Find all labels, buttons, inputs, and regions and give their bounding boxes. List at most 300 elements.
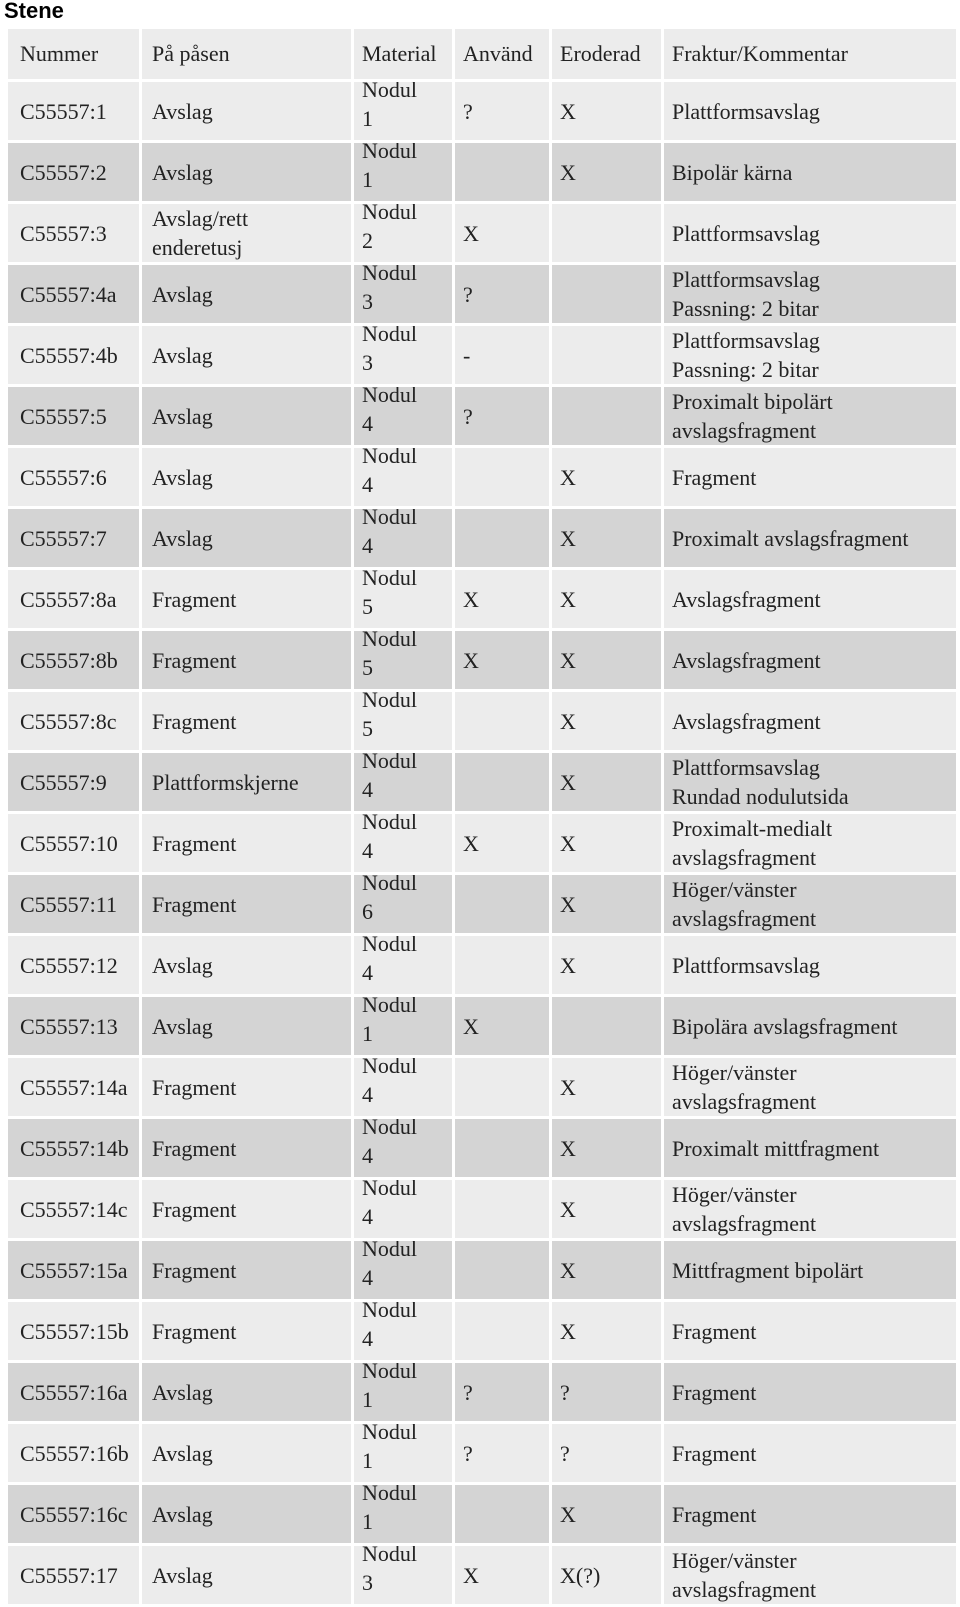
cell-eroderad (551, 508, 663, 569)
table-row (7, 325, 958, 386)
cell-eroderad (551, 691, 663, 752)
cell-nummer-text: C55557:15b (20, 1318, 129, 1344)
cell-kommentar-text: Plattformsavslag Passning: 2 bitar (672, 267, 820, 321)
cell-kommentar (663, 1423, 958, 1484)
table-row (7, 1240, 958, 1301)
cell-kommentar (663, 1301, 958, 1362)
cell-pa-pasen-text: Fragment (152, 1196, 237, 1222)
cell-eroderad (551, 386, 663, 447)
cell-eroderad (551, 1301, 663, 1362)
cell-kommentar-text: Avslagsfragment (672, 647, 821, 673)
cell-material (353, 1484, 454, 1545)
cell-eroderad (551, 1423, 663, 1484)
stones-table (5, 26, 959, 1607)
cell-nummer (7, 142, 141, 203)
cell-nummer (7, 1484, 141, 1545)
cell-nummer-text: C55557:5 (20, 403, 107, 429)
cell-nummer (7, 569, 141, 630)
cell-pa-pasen (141, 203, 353, 264)
cell-pa-pasen-text: Fragment (152, 586, 237, 612)
cell-kommentar-text: Fragment (672, 1501, 757, 1527)
cell-kommentar-text: Plattformsavslag (672, 98, 820, 124)
cell-kommentar-text: Bipolära avslagsfragment (672, 1013, 898, 1039)
cell-material (353, 1423, 454, 1484)
cell-material-text: Nodul 3 (362, 324, 417, 375)
cell-kommentar-text: Höger/vänster avslagsfragment (672, 1060, 817, 1114)
cell-anvand-text: X (463, 220, 479, 246)
cell-eroderad-text: X (560, 952, 576, 978)
cell-material (353, 752, 454, 813)
cell-pa-pasen (141, 1179, 353, 1240)
cell-anvand (454, 508, 551, 569)
table-row (7, 1057, 958, 1118)
cell-kommentar-text: Fragment (672, 1379, 757, 1405)
cell-anvand-text: X (463, 647, 479, 673)
cell-material-text: Nodul 4 (362, 1300, 417, 1351)
cell-pa-pasen-text: Avslag (152, 525, 213, 551)
cell-material-text: Nodul 6 (362, 873, 417, 924)
cell-nummer-text: C55557:8b (20, 647, 118, 673)
cell-eroderad (551, 752, 663, 813)
cell-eroderad-text: ? (560, 1379, 570, 1405)
cell-nummer (7, 874, 141, 935)
cell-eroderad-text: X (560, 464, 576, 490)
table-row (7, 1423, 958, 1484)
cell-anvand (454, 1423, 551, 1484)
cell-pa-pasen (141, 447, 353, 508)
cell-eroderad (551, 1179, 663, 1240)
cell-nummer (7, 935, 141, 996)
cell-pa-pasen (141, 1240, 353, 1301)
cell-material (353, 691, 454, 752)
cell-pa-pasen (141, 264, 353, 325)
cell-anvand (454, 1179, 551, 1240)
column-header-material: Material (353, 28, 454, 81)
cell-anvand (454, 569, 551, 630)
cell-kommentar (663, 81, 958, 142)
cell-anvand-text: ? (463, 98, 473, 124)
column-header-kommentar: Fraktur/Kommentar (663, 28, 958, 81)
cell-material (353, 264, 454, 325)
cell-kommentar (663, 1484, 958, 1545)
cell-kommentar-text: Plattformsavslag (672, 952, 820, 978)
cell-nummer-text: C55557:2 (20, 159, 107, 185)
cell-material (353, 386, 454, 447)
cell-eroderad (551, 1057, 663, 1118)
cell-material (353, 630, 454, 691)
cell-material (353, 325, 454, 386)
cell-material-text: Nodul 3 (362, 1544, 417, 1595)
cell-anvand (454, 935, 551, 996)
cell-nummer (7, 1118, 141, 1179)
cell-anvand (454, 142, 551, 203)
cell-anvand-text: ? (463, 281, 473, 307)
table-row (7, 81, 958, 142)
cell-nummer (7, 1240, 141, 1301)
cell-eroderad (551, 1545, 663, 1606)
cell-anvand (454, 691, 551, 752)
cell-anvand (454, 81, 551, 142)
cell-material (353, 1362, 454, 1423)
table-body (7, 28, 958, 1606)
cell-eroderad-text: X (560, 891, 576, 917)
cell-anvand-text: X (463, 830, 479, 856)
cell-kommentar-text: Proximalt-medialt avslagsfragment (672, 816, 833, 870)
cell-nummer (7, 386, 141, 447)
cell-material-text: Nodul 2 (362, 202, 417, 253)
cell-material (353, 1179, 454, 1240)
cell-nummer-text: C55557:8c (20, 708, 117, 734)
cell-pa-pasen-text: Fragment (152, 708, 237, 734)
cell-nummer-text: C55557:4b (20, 342, 118, 368)
cell-material (353, 1057, 454, 1118)
cell-kommentar (663, 935, 958, 996)
cell-kommentar-text: Höger/vänster avslagsfragment (672, 1182, 817, 1236)
cell-nummer-text: C55557:11 (20, 891, 117, 917)
cell-pa-pasen (141, 1423, 353, 1484)
cell-pa-pasen (141, 1057, 353, 1118)
cell-anvand (454, 1057, 551, 1118)
cell-nummer-text: C55557:10 (20, 830, 118, 856)
cell-kommentar-text: Plattformsavslag (672, 220, 820, 246)
cell-pa-pasen (141, 996, 353, 1057)
cell-pa-pasen (141, 935, 353, 996)
table-row (7, 752, 958, 813)
cell-anvand-text: ? (463, 1379, 473, 1405)
cell-nummer (7, 1423, 141, 1484)
cell-pa-pasen-text: Avslag (152, 1440, 213, 1466)
cell-kommentar (663, 142, 958, 203)
cell-pa-pasen-text: Avslag (152, 1379, 213, 1405)
cell-eroderad-text: X (560, 1074, 576, 1100)
cell-eroderad (551, 569, 663, 630)
cell-anvand (454, 447, 551, 508)
header-row (7, 28, 958, 81)
cell-material-text: Nodul 4 (362, 1056, 417, 1107)
cell-material (353, 996, 454, 1057)
cell-kommentar-text: Avslagsfragment (672, 586, 821, 612)
cell-material (353, 874, 454, 935)
cell-kommentar (663, 325, 958, 386)
cell-eroderad-text: X (560, 98, 576, 124)
cell-eroderad-text: X (560, 586, 576, 612)
cell-nummer-text: C55557:7 (20, 525, 107, 551)
table-row (7, 1362, 958, 1423)
cell-kommentar (663, 508, 958, 569)
cell-kommentar-text: Avslagsfragment (672, 708, 821, 734)
cell-material-text: Nodul 5 (362, 629, 417, 680)
cell-pa-pasen (141, 1301, 353, 1362)
cell-kommentar (663, 752, 958, 813)
cell-kommentar (663, 264, 958, 325)
cell-eroderad (551, 630, 663, 691)
cell-eroderad-text: X(?) (560, 1562, 601, 1588)
cell-material (353, 569, 454, 630)
cell-pa-pasen (141, 874, 353, 935)
cell-anvand-text: X (463, 586, 479, 612)
cell-material-text: Nodul 4 (362, 507, 417, 558)
cell-pa-pasen-text: Avslag (152, 464, 213, 490)
cell-anvand (454, 1240, 551, 1301)
cell-pa-pasen-text: Avslag (152, 98, 213, 124)
cell-pa-pasen-text: Fragment (152, 1135, 237, 1161)
cell-nummer-text: C55557:14c (20, 1196, 128, 1222)
cell-pa-pasen (141, 81, 353, 142)
cell-nummer (7, 1362, 141, 1423)
cell-material (353, 81, 454, 142)
cell-pa-pasen (141, 142, 353, 203)
cell-pa-pasen-text: Fragment (152, 891, 237, 917)
cell-nummer (7, 81, 141, 142)
cell-kommentar-text: Fragment (672, 464, 757, 490)
cell-material (353, 203, 454, 264)
cell-pa-pasen (141, 1545, 353, 1606)
table-row (7, 1301, 958, 1362)
cell-kommentar-text: Fragment (672, 1440, 757, 1466)
table-row (7, 813, 958, 874)
cell-kommentar (663, 813, 958, 874)
cell-material-text: Nodul 1 (362, 995, 417, 1046)
cell-nummer-text: C55557:16b (20, 1440, 129, 1466)
cell-kommentar-text: Bipolär kärna (672, 159, 793, 185)
cell-material-text: Nodul 5 (362, 690, 417, 741)
cell-eroderad (551, 325, 663, 386)
table-row (7, 691, 958, 752)
cell-material-text: Nodul 4 (362, 934, 417, 985)
cell-eroderad (551, 813, 663, 874)
cell-anvand-text: ? (463, 403, 473, 429)
cell-eroderad-text: ? (560, 1440, 570, 1466)
cell-pa-pasen-text: Avslag (152, 342, 213, 368)
cell-pa-pasen-text: Fragment (152, 830, 237, 856)
cell-pa-pasen-text: Fragment (152, 1257, 237, 1283)
cell-pa-pasen-text: Avslag/rett enderetusj (152, 206, 249, 260)
cell-eroderad-text: X (560, 1318, 576, 1344)
cell-pa-pasen (141, 630, 353, 691)
cell-nummer-text: C55557:8a (20, 586, 117, 612)
cell-material (353, 1118, 454, 1179)
cell-anvand (454, 1118, 551, 1179)
cell-nummer (7, 203, 141, 264)
cell-pa-pasen-text: Avslag (152, 281, 213, 307)
cell-eroderad-text: X (560, 830, 576, 856)
cell-nummer-text: C55557:3 (20, 220, 107, 246)
column-header-pa-pasen: På påsen (141, 28, 353, 81)
cell-pa-pasen (141, 691, 353, 752)
cell-nummer (7, 813, 141, 874)
cell-nummer-text: C55557:17 (20, 1562, 118, 1588)
table-row (7, 874, 958, 935)
cell-anvand (454, 874, 551, 935)
cell-kommentar (663, 1362, 958, 1423)
cell-eroderad (551, 142, 663, 203)
cell-eroderad (551, 81, 663, 142)
cell-pa-pasen-text: Avslag (152, 1013, 213, 1039)
cell-kommentar (663, 1057, 958, 1118)
cell-anvand (454, 1545, 551, 1606)
cell-anvand (454, 1301, 551, 1362)
cell-pa-pasen (141, 813, 353, 874)
cell-anvand (454, 203, 551, 264)
cell-material (353, 447, 454, 508)
cell-material-text: Nodul 1 (362, 141, 417, 192)
cell-anvand-text: X (463, 1013, 479, 1039)
cell-nummer-text: C55557:9 (20, 769, 107, 795)
cell-eroderad-text: X (560, 708, 576, 734)
cell-kommentar-text: Höger/vänster avslagsfragment (672, 877, 817, 931)
cell-nummer (7, 325, 141, 386)
cell-material-text: Nodul 4 (362, 1178, 417, 1229)
cell-nummer (7, 447, 141, 508)
cell-nummer (7, 996, 141, 1057)
cell-kommentar (663, 1240, 958, 1301)
cell-nummer (7, 1301, 141, 1362)
cell-nummer (7, 691, 141, 752)
cell-pa-pasen-text: Fragment (152, 1074, 237, 1100)
cell-nummer (7, 1179, 141, 1240)
cell-anvand-text: ? (463, 1440, 473, 1466)
column-header-eroderad: Eroderad (551, 28, 663, 81)
cell-kommentar (663, 447, 958, 508)
table-row (7, 142, 958, 203)
cell-kommentar (663, 569, 958, 630)
cell-nummer (7, 508, 141, 569)
cell-anvand-text: - (463, 342, 471, 368)
cell-nummer-text: C55557:15a (20, 1257, 128, 1283)
cell-kommentar (663, 630, 958, 691)
cell-pa-pasen-text: Avslag (152, 159, 213, 185)
cell-pa-pasen (141, 325, 353, 386)
table-row (7, 996, 958, 1057)
cell-kommentar-text: Höger/vänster avslagsfragment (672, 1548, 817, 1602)
cell-kommentar-text: Proximalt bipolärt avslagsfragment (672, 389, 833, 443)
cell-kommentar-text: Proximalt avslagsfragment (672, 525, 909, 551)
cell-material-text: Nodul 4 (362, 446, 417, 497)
cell-anvand (454, 386, 551, 447)
cell-kommentar-text: Mittfragment bipolärt (672, 1257, 864, 1283)
cell-eroderad-text: X (560, 525, 576, 551)
cell-pa-pasen (141, 752, 353, 813)
cell-material-text: Nodul 1 (362, 1361, 417, 1412)
cell-material-text: Nodul 1 (362, 80, 417, 131)
cell-nummer-text: C55557:16c (20, 1501, 128, 1527)
cell-eroderad (551, 935, 663, 996)
cell-pa-pasen (141, 1118, 353, 1179)
cell-eroderad (551, 203, 663, 264)
cell-pa-pasen-text: Fragment (152, 1318, 237, 1344)
cell-eroderad-text: X (560, 1135, 576, 1161)
column-header-anvand: Använd (454, 28, 551, 81)
cell-eroderad (551, 1118, 663, 1179)
cell-nummer-text: C55557:14b (20, 1135, 129, 1161)
cell-kommentar (663, 1118, 958, 1179)
cell-nummer-text: C55557:6 (20, 464, 107, 490)
cell-anvand (454, 325, 551, 386)
cell-eroderad (551, 1240, 663, 1301)
cell-pa-pasen (141, 1362, 353, 1423)
cell-pa-pasen-text: Fragment (152, 647, 237, 673)
cell-anvand-text: X (463, 1562, 479, 1588)
column-header-nummer: Nummer (7, 28, 141, 81)
table-row (7, 508, 958, 569)
cell-pa-pasen-text: Avslag (152, 403, 213, 429)
cell-kommentar (663, 1179, 958, 1240)
table-row (7, 569, 958, 630)
cell-material (353, 935, 454, 996)
cell-nummer (7, 1545, 141, 1606)
cell-kommentar-text: Plattformsavslag Rundad nodulutsida (672, 755, 849, 809)
cell-nummer (7, 630, 141, 691)
cell-pa-pasen-text: Plattformskjerne (152, 769, 299, 795)
cell-eroderad-text: X (560, 159, 576, 185)
cell-eroderad-text: X (560, 647, 576, 673)
cell-material-text: Nodul 5 (362, 568, 417, 619)
cell-material (353, 142, 454, 203)
table-row (7, 447, 958, 508)
cell-eroderad (551, 447, 663, 508)
cell-kommentar-text: Proximalt mittfragment (672, 1135, 880, 1161)
cell-nummer-text: C55557:14a (20, 1074, 128, 1100)
cell-material-text: Nodul 1 (362, 1422, 417, 1473)
cell-pa-pasen (141, 569, 353, 630)
cell-kommentar (663, 874, 958, 935)
cell-eroderad-text: X (560, 1501, 576, 1527)
cell-anvand (454, 264, 551, 325)
cell-material (353, 1240, 454, 1301)
cell-nummer-text: C55557:1 (20, 98, 107, 124)
cell-anvand (454, 630, 551, 691)
cell-material-text: Nodul 1 (362, 1483, 417, 1534)
cell-material-text: Nodul 4 (362, 751, 417, 802)
cell-pa-pasen-text: Avslag (152, 1562, 213, 1588)
cell-material-text: Nodul 3 (362, 263, 417, 314)
table-row (7, 203, 958, 264)
cell-material (353, 508, 454, 569)
cell-material-text: Nodul 4 (362, 1239, 417, 1290)
cell-nummer (7, 1057, 141, 1118)
cell-eroderad-text: X (560, 1257, 576, 1283)
cell-anvand (454, 752, 551, 813)
cell-nummer-text: C55557:16a (20, 1379, 128, 1405)
cell-material-text: Nodul 4 (362, 385, 417, 436)
cell-material (353, 1301, 454, 1362)
table-row (7, 386, 958, 447)
cell-eroderad (551, 874, 663, 935)
cell-pa-pasen (141, 386, 353, 447)
page-title: Stene (4, 0, 64, 23)
cell-material-text: Nodul 4 (362, 1117, 417, 1168)
table-row (7, 630, 958, 691)
table-row (7, 1118, 958, 1179)
table-row (7, 1545, 958, 1606)
cell-material-text: Nodul 4 (362, 812, 417, 863)
table-row (7, 1484, 958, 1545)
cell-pa-pasen (141, 1484, 353, 1545)
cell-anvand (454, 1362, 551, 1423)
cell-eroderad (551, 264, 663, 325)
cell-pa-pasen-text: Avslag (152, 1501, 213, 1527)
cell-kommentar (663, 996, 958, 1057)
cell-nummer (7, 752, 141, 813)
cell-kommentar (663, 386, 958, 447)
cell-nummer-text: C55557:12 (20, 952, 118, 978)
table-row (7, 1179, 958, 1240)
cell-eroderad (551, 1362, 663, 1423)
cell-material (353, 813, 454, 874)
cell-anvand (454, 996, 551, 1057)
cell-material (353, 1545, 454, 1606)
cell-eroderad (551, 1484, 663, 1545)
